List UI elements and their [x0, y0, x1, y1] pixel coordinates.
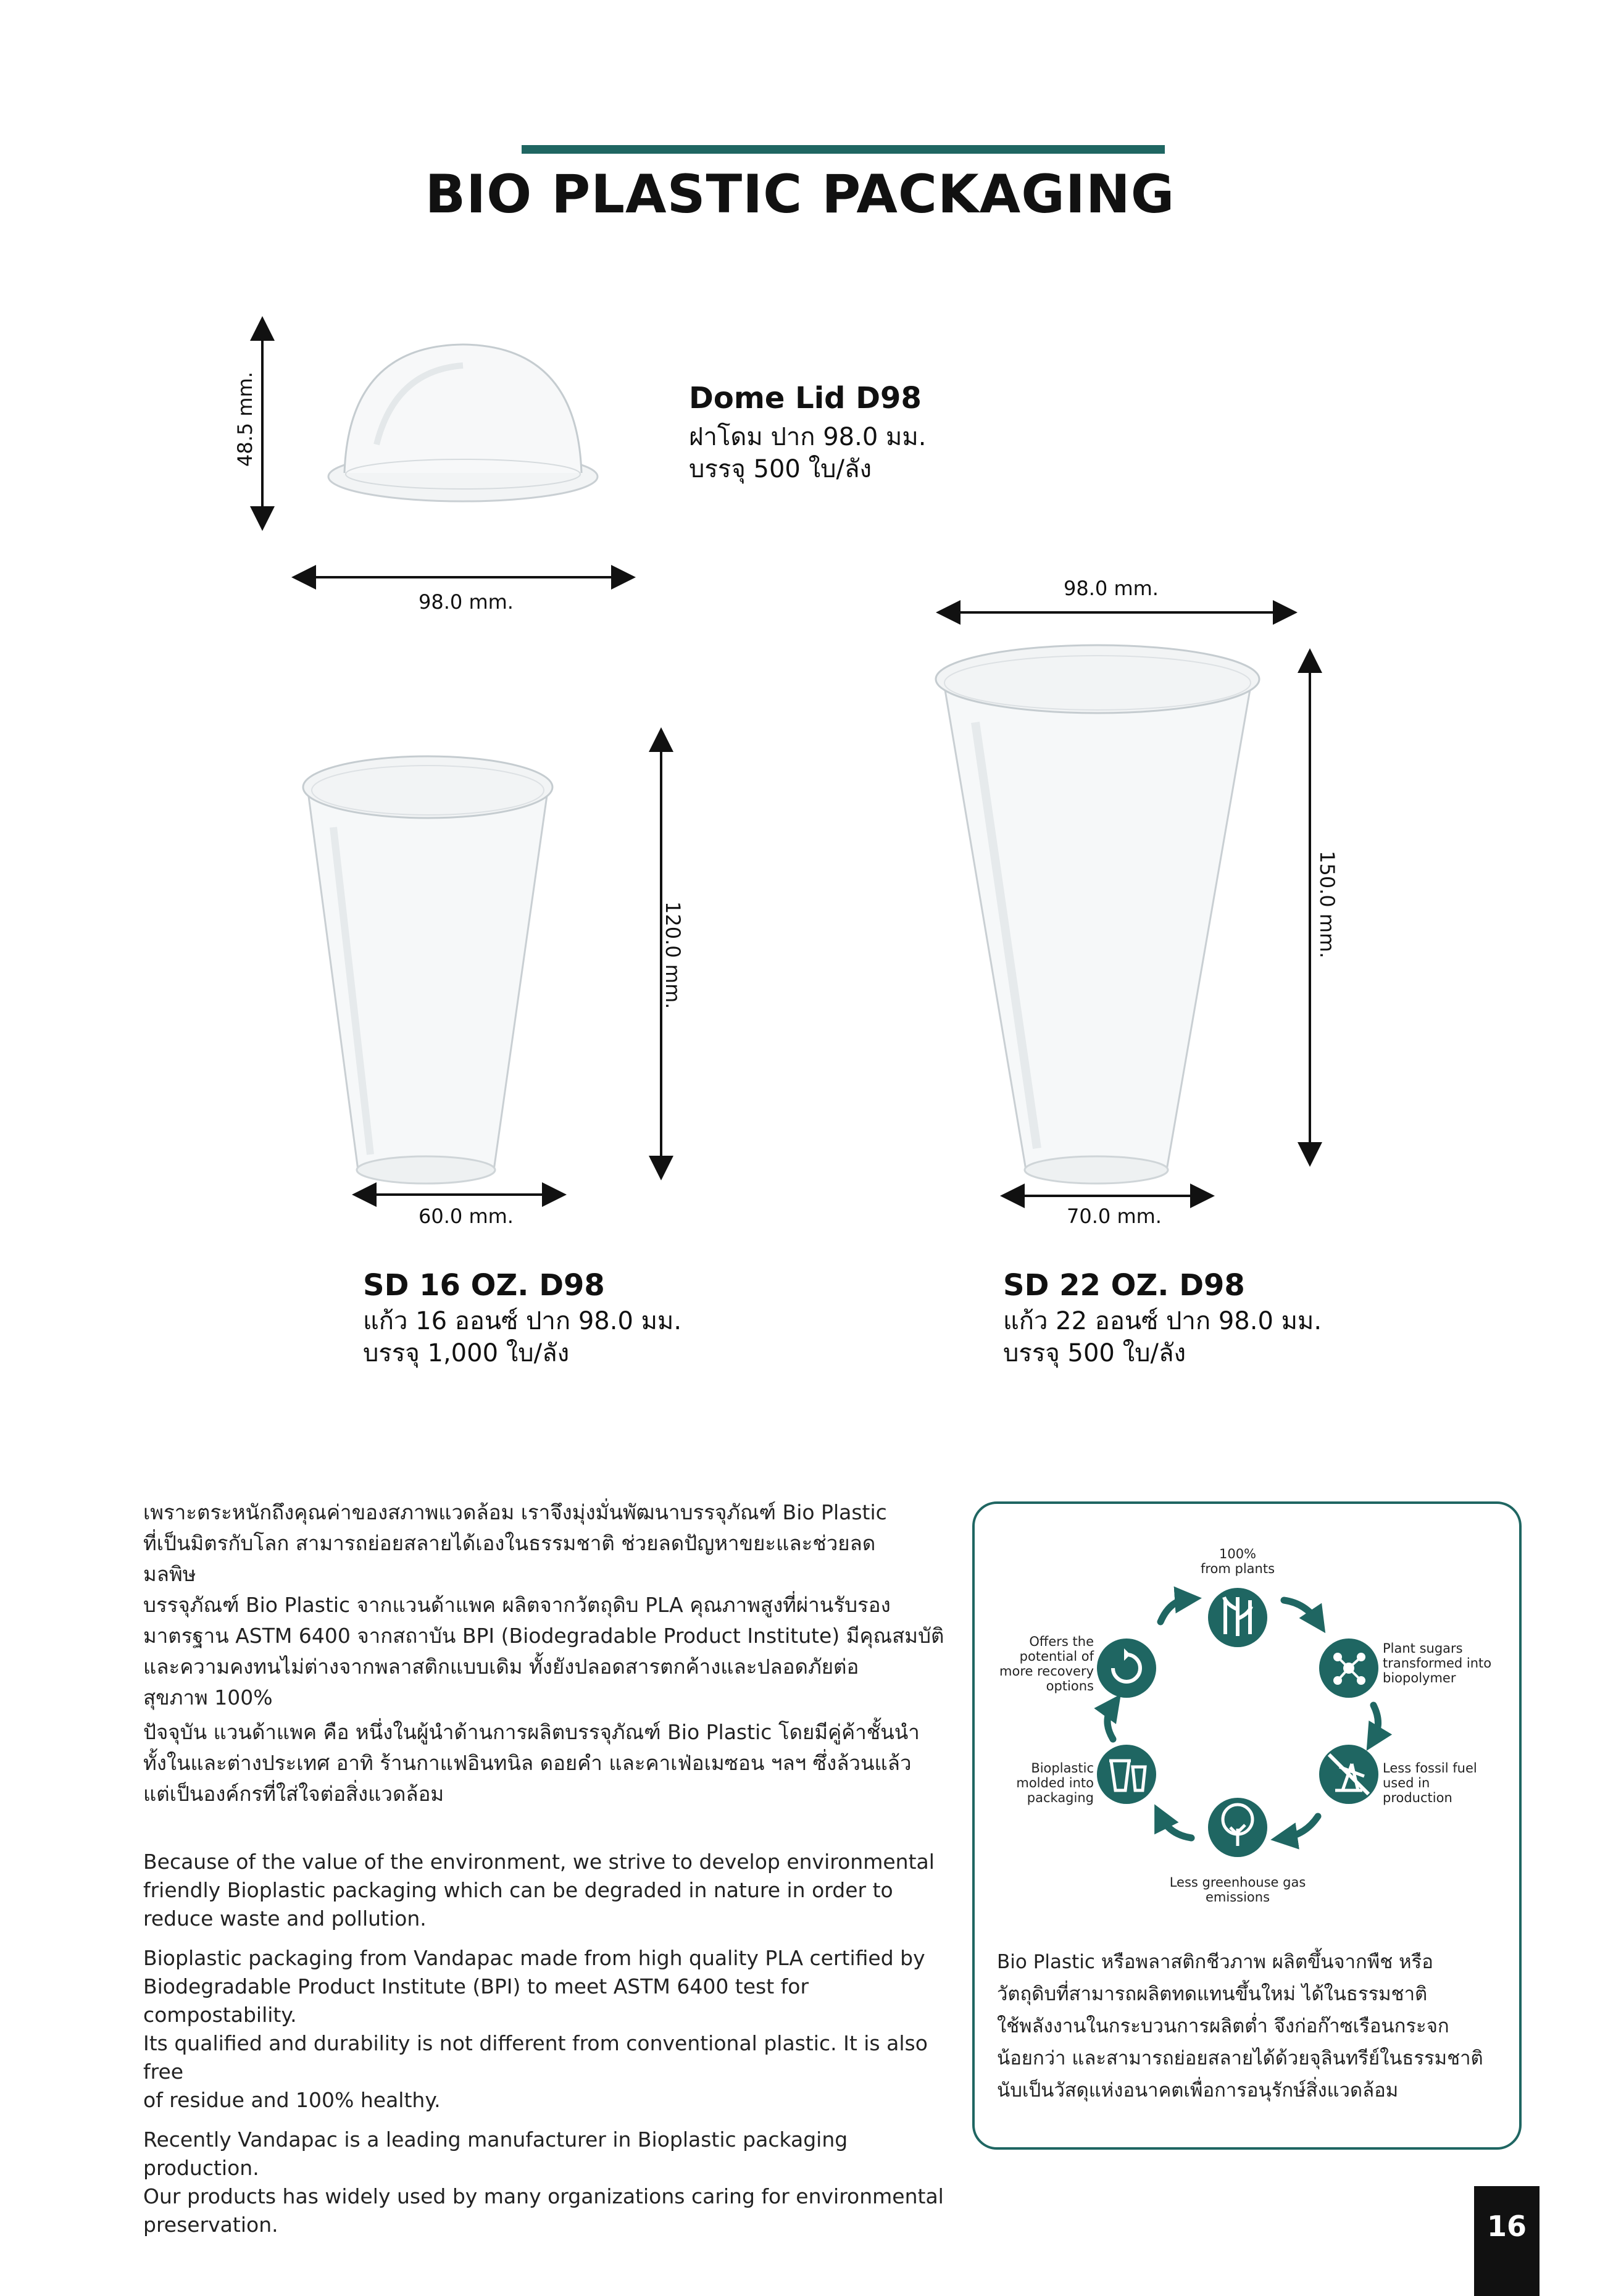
cup22-bottom-dim: 70.0 mm.	[1067, 1204, 1162, 1228]
label-plant-sugars: Plant sugars transformed into biopolymer	[1383, 1641, 1492, 1685]
cup16-height-dim: 120.0 mm.	[661, 901, 685, 1009]
cup22-height-dim: 150.0 mm.	[1315, 851, 1339, 959]
tree-icon	[1208, 1798, 1267, 1857]
cup22-figure	[926, 574, 1346, 1241]
dome-lid-name: Dome Lid D98	[689, 381, 922, 415]
cup16-name: SD 16 OZ. D98	[363, 1268, 605, 1303]
label-less-ghg: Less greenhouse gas emissions	[1169, 1875, 1306, 1905]
english-paragraph-3: Recently Vandapac is a leading manufacturer in Bioplastic packaging production. Our products has widely used by many organizations caring for environmental preservation.	[143, 2127, 944, 2237]
cup22-name: SD 22 OZ. D98	[1003, 1268, 1245, 1303]
dome-lid-desc: ฝาโดม ปาก 98.0 มม.	[689, 423, 927, 451]
thai-paragraph-2: บรรจุภัณฑ์ Bio Plastic จากแวนด้าแพค ผลิตจากวัตถุดิบ PLA คุณภาพสูงที่ผ่านรับรอง มาตรฐาน ASTM 6400 จากสถาบัน BPI (Biodegradable Product Institute) มีคุณสมบัติ และความคงทนไม่ต่างจากพลาสติกแบบเดิม ทั้งยังปลอดสารตกค้างและปลอดภัยต่อ สุขภาพ 100%	[143, 1593, 944, 1709]
cup16-desc: แก้ว 16 ออนซ์ ปาก 98.0 มม.	[363, 1307, 682, 1335]
cup22-top-dim: 98.0 mm.	[1064, 577, 1159, 600]
label-from-plants: 100% from plants	[1200, 1547, 1275, 1576]
dome-height-dim: 48.5 mm.	[233, 372, 257, 467]
label-molded: Bioplastic molded into packaging	[1016, 1761, 1094, 1805]
molecule-icon	[1319, 1639, 1378, 1698]
label-less-fossil: Less fossil fuel used in production	[1383, 1761, 1477, 1805]
thai-paragraph-1: เพราะตระหนักถึงคุณค่าของสภาพแวดล้อม เราจึงมุ่งมั่นพัฒนาบรรจุภัณฑ์ Bio Plastic ที่เป็นมิตรกับโลก สามารถย่อยสลายได้เองในธรรมชาติ ช่วยลดปัญหาขยะและช่วยลด มลพิษ	[143, 1500, 887, 1586]
cup16-figure	[290, 728, 698, 1235]
thai-text-block	[143, 1497, 964, 1810]
cup22-pack: บรรจุ 500 ใบ/ลัง	[1003, 1339, 1186, 1367]
english-paragraph-2: Bioplastic packaging from Vandapac made from high quality PLA certified by Biodegradable Product Institute (BPI) to meet ASTM 6400 test for compostability. Its qualified and durability is not different from conventional plastic. It is also free of residue and 100% healthy.	[143, 1946, 928, 2112]
page-number: 16	[1474, 2186, 1540, 2296]
page-title: BIO PLASTIC PACKAGING	[425, 164, 1175, 225]
plant-icon	[1208, 1588, 1267, 1647]
cup16-pack: บรรจุ 1,000 ใบ/ลัง	[363, 1339, 570, 1367]
dome-lid-figure	[235, 315, 667, 611]
dome-width-dim: 98.0 mm.	[419, 590, 514, 614]
cup16-bottom-dim: 60.0 mm.	[419, 1204, 514, 1228]
dome-lid-pack: บรรจุ 500 ใบ/ลัง	[689, 455, 872, 483]
title-rule	[522, 145, 1165, 154]
thai-paragraph-3: ปัจจุบัน แวนด้าแพค คือ หนึ่งในผู้นำด้านการผลิตบรรจุภัณฑ์ Bio Plastic โดยมีคู่ค้าชั้นนำ ทั้งในและต่างประเทศ อาทิ ร้านกาแฟอินทนิล ดอยคำ และคาเฟ่อเมซอน ฯลฯ ซึ่งล้วนแล้ว แต่เป็นองค์กรที่ใส่ใจต่อสิ่งแวดล้อม	[143, 1720, 920, 1806]
english-text-block	[143, 1848, 964, 2239]
panel-description: Bio Plastic หรือพลาสติกชีวภาพ ผลิตขึ้นจากพืช หรือ วัตถุดิบที่สามารถผลิตทดแทนขึ้นใหม่ ได้ในธรรมชาติ ใช้พลังงานในกระบวนการผลิตต่ำ จึงก่อก๊าซเรือนกระจก น้อยกว่า และสามารถย่อยสลายได้ด้วยจุลินทรีย์ในธรรมชาติ นับเป็นวัสดุแห่งอนาคตเพื่อการอนุรักษ์สิ่งแวดล้อม	[997, 1951, 1483, 2102]
recycle-icon	[1097, 1639, 1156, 1698]
english-paragraph-1: Because of the value of the environment, we strive to develop environmental friendly Bioplastic packaging which can be degraded in nature in order to reduce waste and pollution.	[143, 1850, 935, 1931]
cup-icon	[1097, 1745, 1156, 1804]
cup22-desc: แก้ว 22 ออนซ์ ปาก 98.0 มม.	[1003, 1307, 1322, 1335]
label-recovery: Offers the potential of more recovery options	[999, 1634, 1094, 1693]
no-oil-pump-icon	[1319, 1745, 1378, 1804]
